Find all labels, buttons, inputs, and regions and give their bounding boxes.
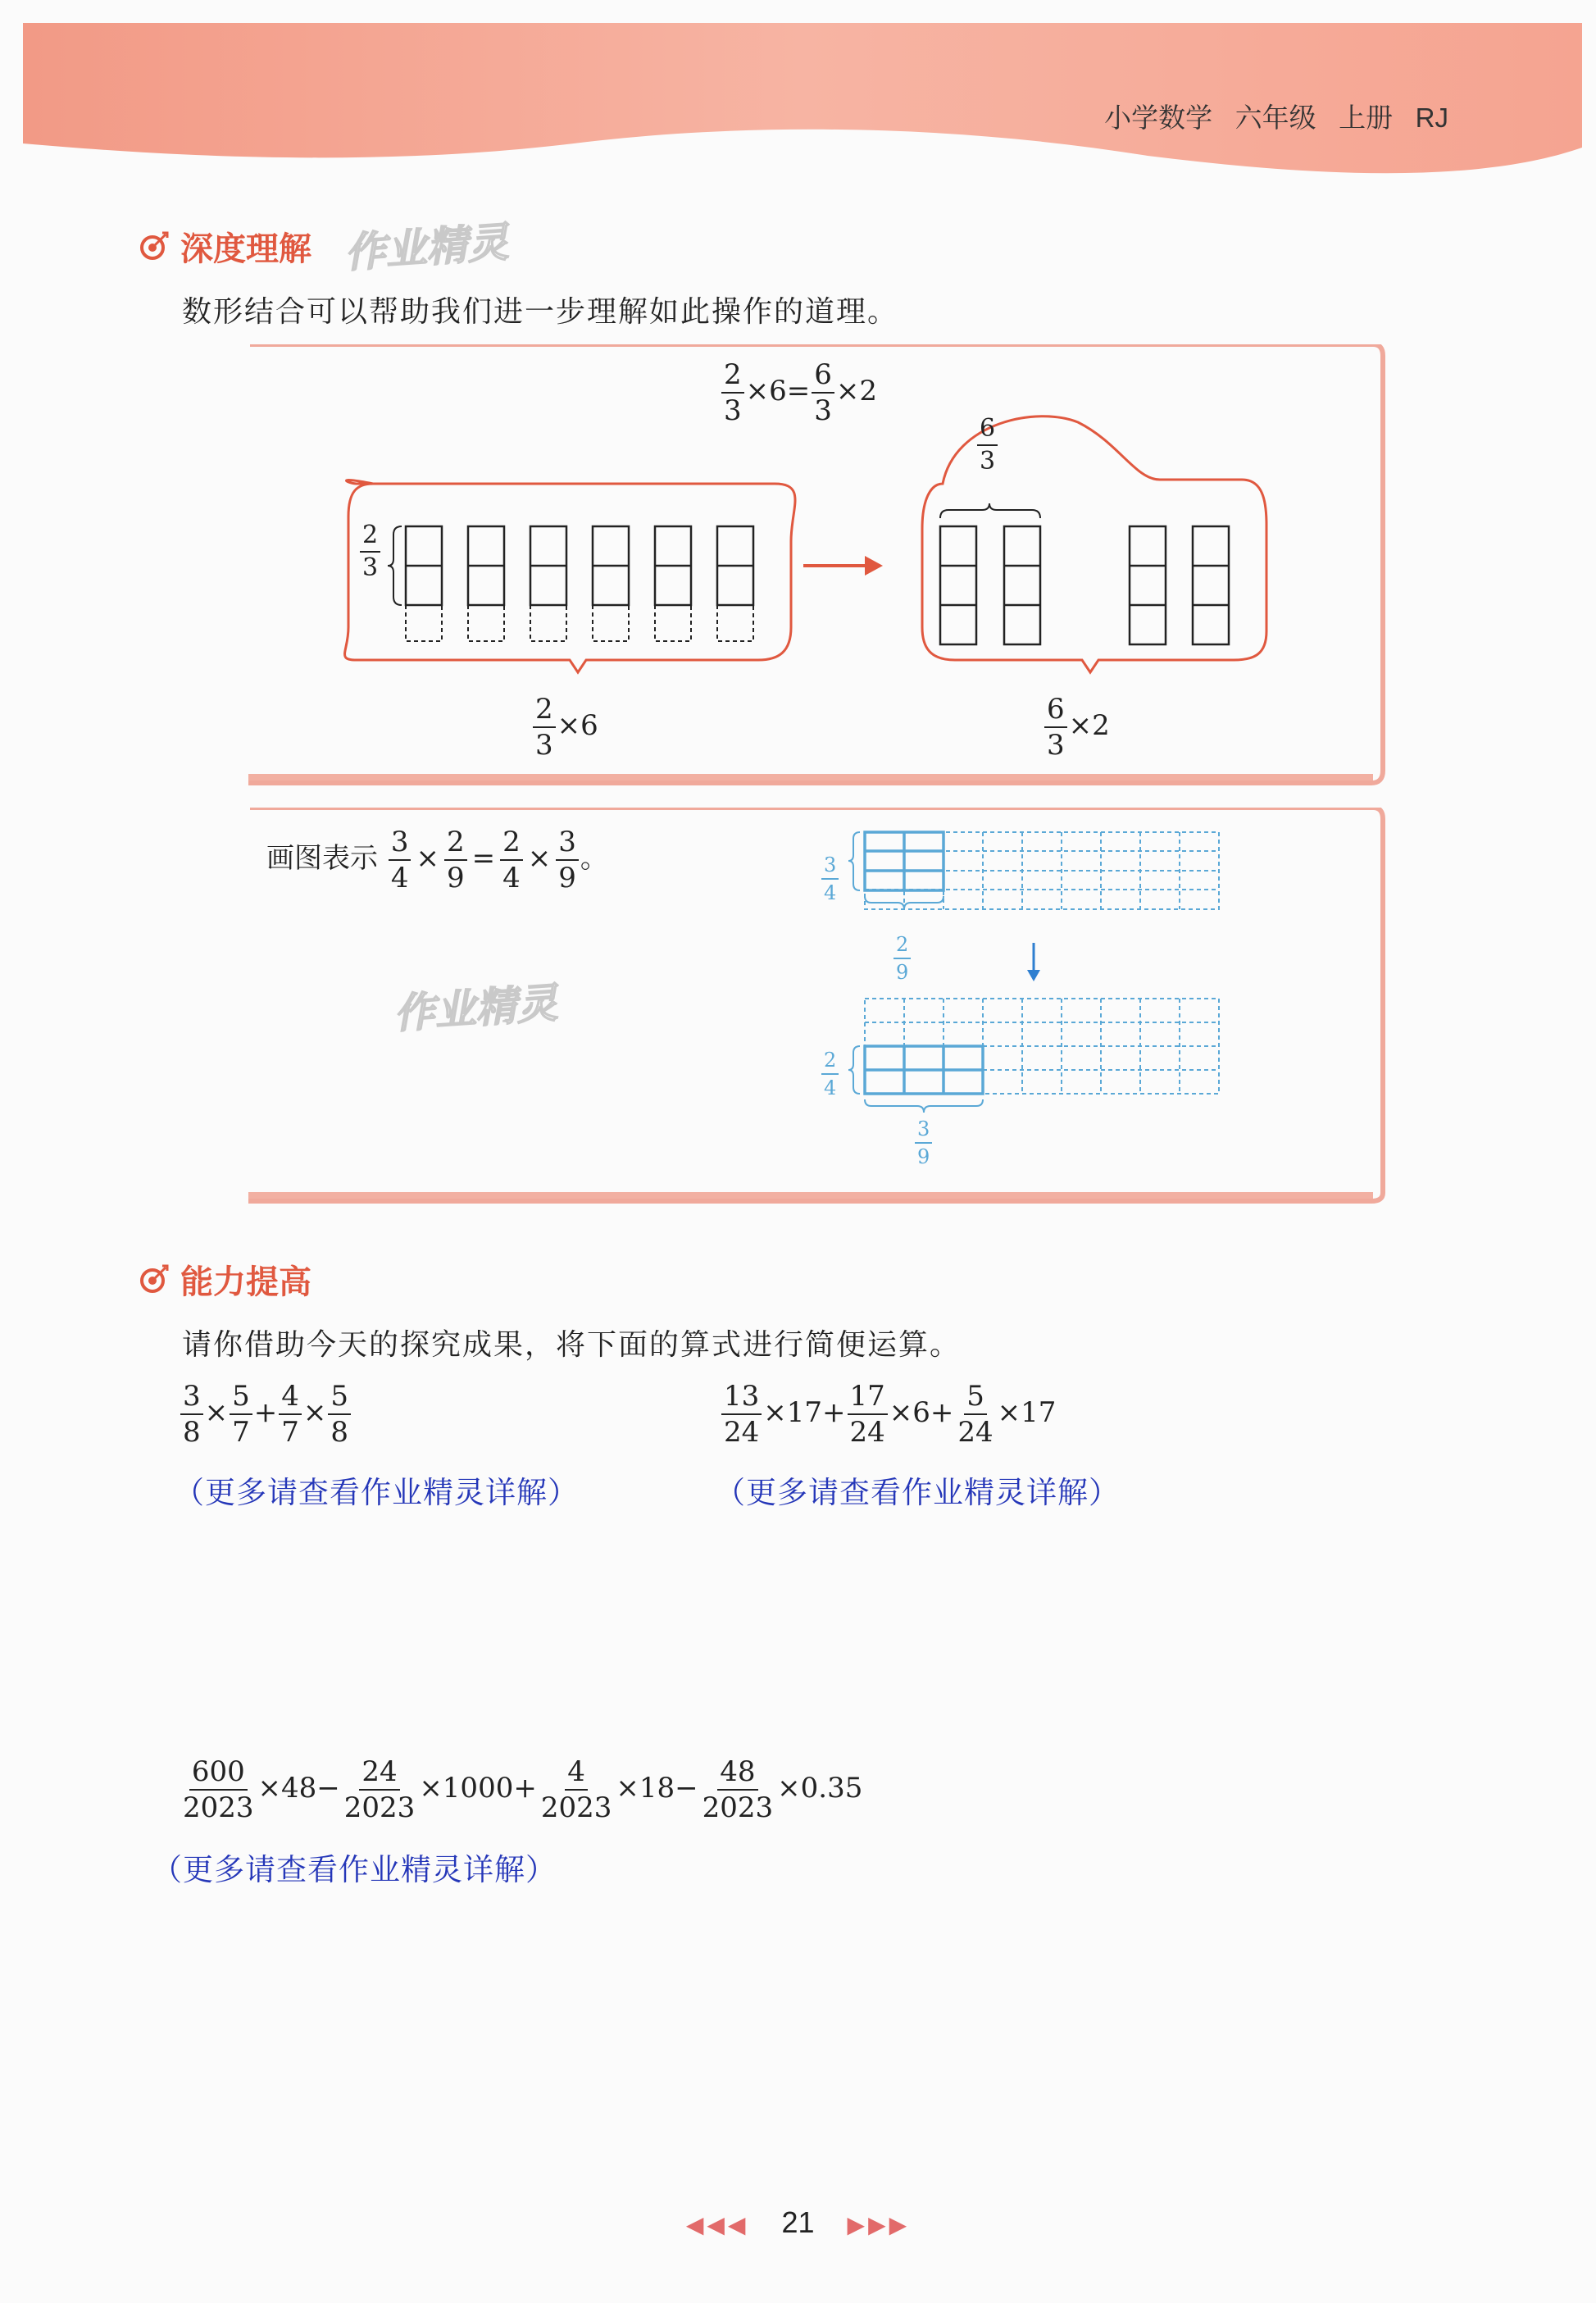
panel2-prompt: 画图表示 $\frac{3}{4}$ × $\frac{2}{9}$ = $\frac{2}{4}$ × $\frac{3}{9}$ 。 (266, 826, 608, 894)
prev-arrows-icon: ◀◀◀ (685, 2212, 749, 2237)
section1-intro: 数形结合可以帮助我们进一步理解如此操作的道理。 (182, 295, 899, 329)
expression-1: $\frac{3}{8}$ × $\frac{5}{7}$ + $\frac{4}{7}$ × $\frac{5}{8}$ (179, 1382, 352, 1446)
grid-top-bottom-label: $\frac{2}{9}$ (892, 935, 912, 982)
header-title: 小学数学 六年级 上册 RJ (1104, 102, 1448, 133)
watermark: 作业精灵 (392, 979, 560, 1038)
grid-bottom-side-label: $\frac{2}{4}$ (820, 1050, 840, 1098)
right-caption: $\frac{6}{3}$ ×2 (1043, 695, 1110, 759)
expression-2: $\frac{13}{24}$ ×17+ $\frac{17}{24}$ ×6+ $\frac{5}{24}$ ×17 (720, 1382, 1056, 1446)
answer-link-3[interactable]: （更多请查看作业精灵详解） (152, 1852, 557, 1887)
target-icon (139, 1264, 169, 1294)
page-number: 21 (781, 2205, 815, 2239)
right-fraction-label: $\frac{6}{3}$ (975, 416, 999, 474)
expression-3: $\frac{600}{2023}$ ×48− $\frac{24}{2023}$ ×1000+ $\frac{4}{2023}$ ×18− $\frac{48}{2023}$ ×0.35 (183, 1755, 863, 1824)
page-footer (0, 2205, 1596, 2240)
section-title-deep-understanding: 深度理解 (180, 231, 311, 267)
left-caption: $\frac{2}{3}$ ×6 (531, 695, 598, 759)
watermark: 作业精灵 (343, 218, 511, 277)
answer-link-1[interactable]: （更多请查看作业精灵详解） (174, 1475, 579, 1510)
answer-link-2[interactable]: （更多请查看作业精灵详解） (715, 1475, 1120, 1510)
left-fraction-label: $\frac{2}{3}$ (358, 523, 382, 580)
grid-bottom-bottom-label: $\frac{3}{9}$ (913, 1119, 934, 1167)
grid-top-side-label: $\frac{3}{4}$ (820, 855, 840, 903)
next-arrows-icon: ▶▶▶ (847, 2212, 911, 2237)
section2-intro: 请你借助今天的探究成果，将下面的算式进行简便运算。 (182, 1328, 962, 1362)
section-title-ability: 能力提高 (180, 1264, 311, 1300)
target-icon (139, 231, 169, 261)
panel1-equation: $\frac{2}{3}$ ×6= $\frac{6}{3}$ ×2 (720, 361, 877, 425)
header-band (0, 0, 1596, 189)
